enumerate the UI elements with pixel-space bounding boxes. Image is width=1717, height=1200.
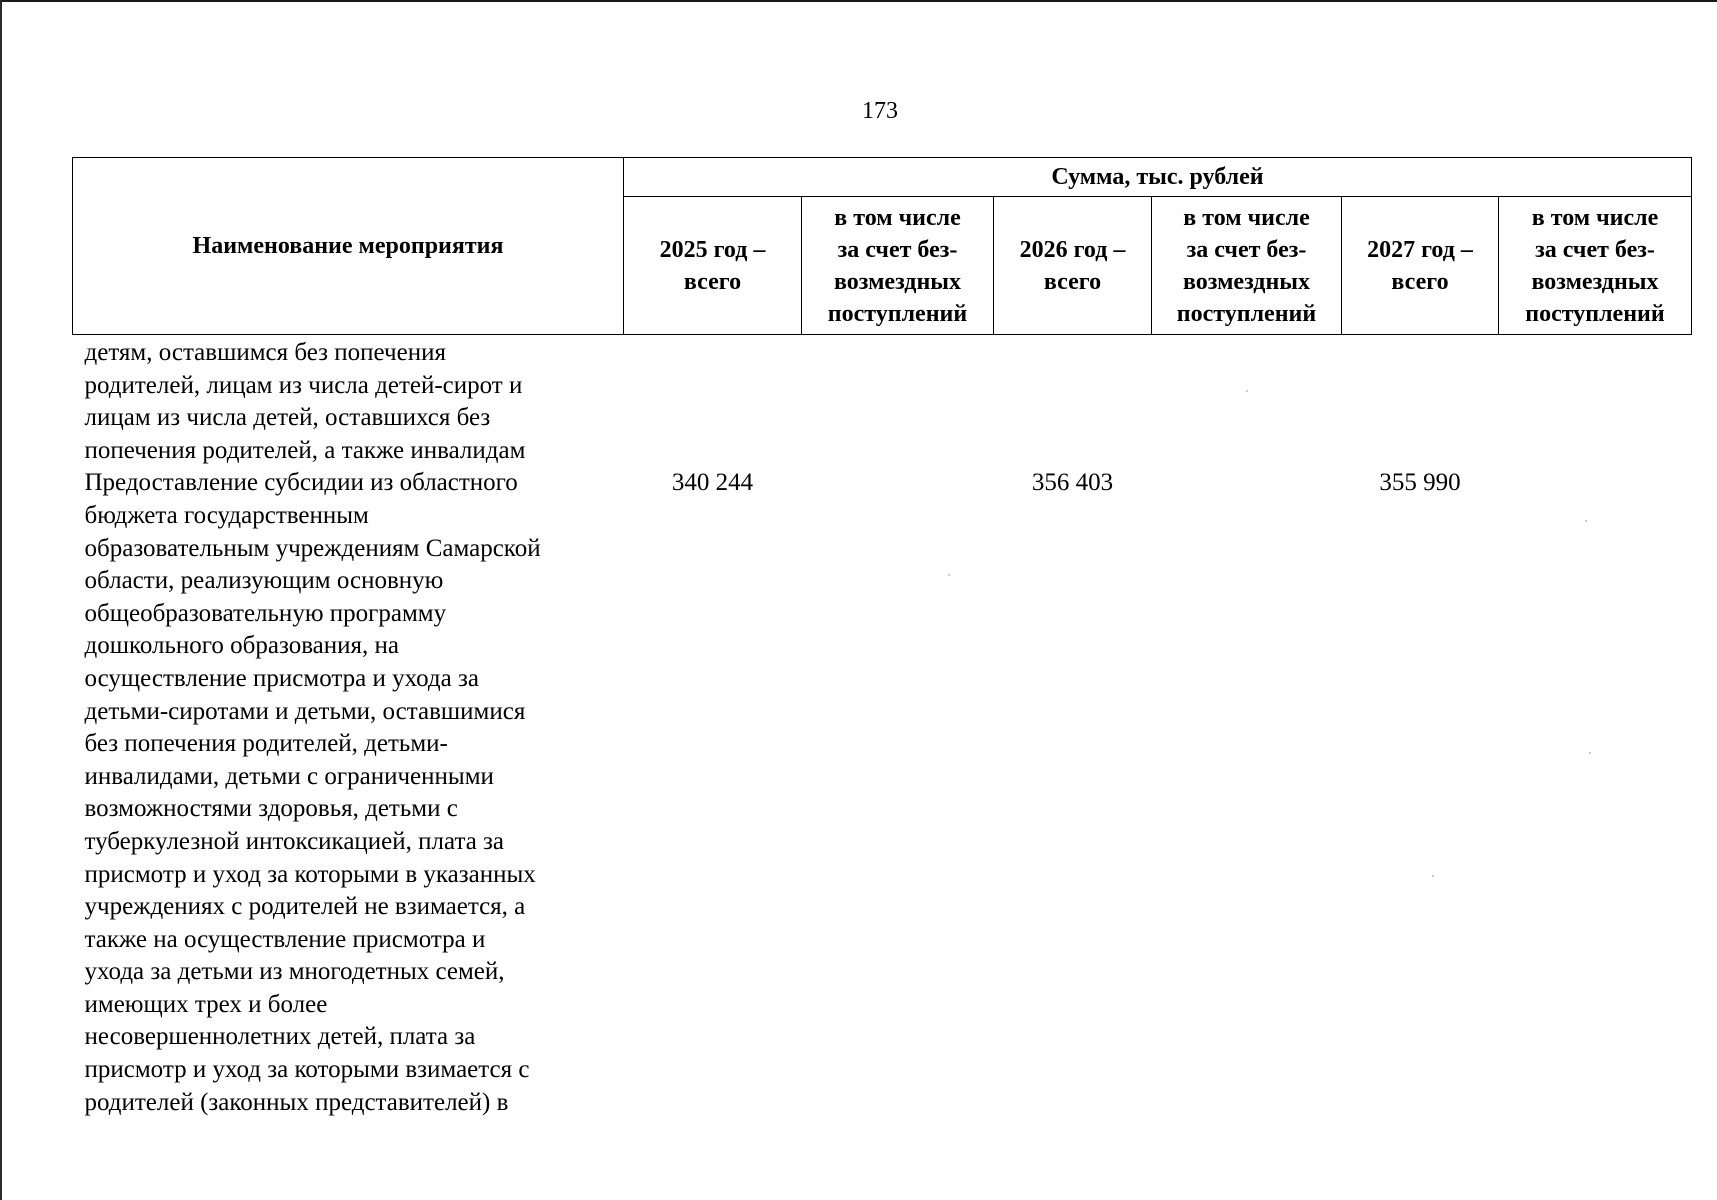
header-row-1 [73,158,1692,197]
value-2025-free-receipts [802,335,994,1120]
value-2027-free-receipts-text [1499,335,1692,467]
row-name-text: детям, оставшимся без попечения родителей, лицам из числа детей-сирот и лицам из числа детей, оставшихся без попечения родителей, а также инвалидам Предоставление субсидии из областного бюджета государственным образовательным учреждениям Самарской области, реализующим основную общеобразовательную программу дошкольного образования, на осуществление присмотра и ухода за детьми-сиротами и детьми, оставшимися без попечения родителей, детьми- инвалидами, детьми с ограниченными возможностями здоровья, детьми с туберкулезной интоксикацией, плата за присмотр и уход за которыми в указанных учреждениях с родителей не взимается, а также на осуществление присмотра и ухода за детьми из многодетных семей, имеющих трех и более несовершеннолетних детей, плата за присмотр и уход за которыми взимается с родителей (законных представителей) в [84,339,541,1116]
table-row [73,335,1692,1120]
header-2027-total: 2027 год – всего [1342,197,1499,335]
value-2025-total-text: 340 244 [671,469,754,496]
header-2025-free-receipts: в том числе за счет без- возмездных поступлений [802,197,994,335]
value-2027-total [1342,335,1499,1120]
value-2026-total-text: 356 403 [1031,469,1114,496]
value-2025-free-receipts-text [802,335,994,467]
value-2026-free-receipts [1152,335,1342,1120]
budget-table [72,157,1692,1119]
header-2025-total: 2025 год – всего [624,197,802,335]
header-2026-free-receipts: в том числе за счет без- возмездных поступлений [1152,197,1342,335]
scan-speck [948,574,950,576]
value-2026-free-receipts-text [1152,335,1342,467]
scan-speck [1585,520,1587,522]
value-2026-total [994,335,1152,1120]
header-sum-group: Сумма, тыс. рублей [624,158,1692,197]
scan-speck [1589,752,1591,754]
header-2026-total: 2026 год – всего [994,197,1152,335]
page-number: 173 [862,98,898,124]
scan-speck [1246,390,1248,392]
value-2025-total [624,335,802,1120]
scan-speck [1432,875,1434,877]
value-2027-total-text: 355 990 [1379,469,1461,496]
value-2027-free-receipts [1499,335,1692,1120]
header-2027-free-receipts: в том числе за счет без- возмездных поступлений [1499,197,1692,335]
row-name-cell [73,335,624,1120]
scan-border-top [0,0,1717,2]
scan-border-left [0,0,2,1200]
header-name-column: Наименование мероприятия [73,158,624,335]
